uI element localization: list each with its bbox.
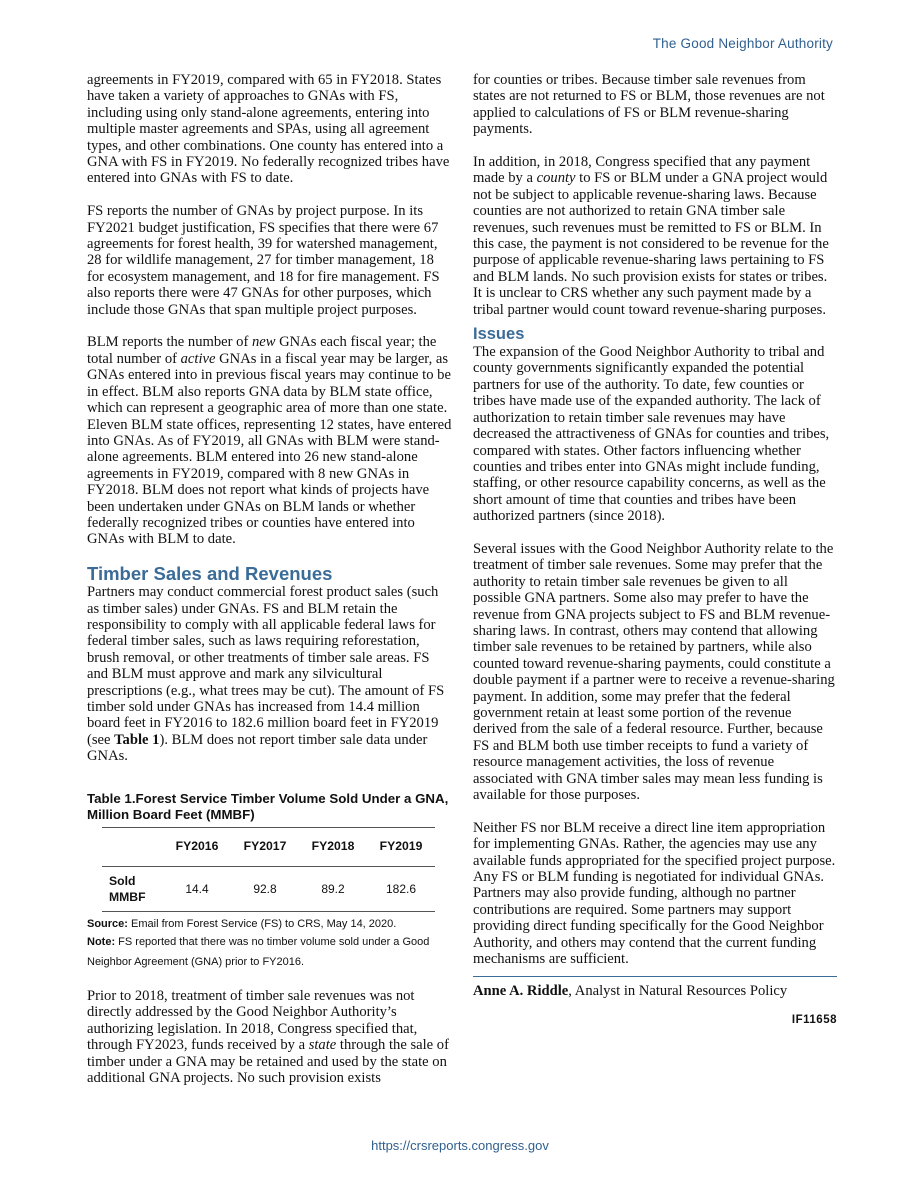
table-cell-fy2018: 89.2 [321, 881, 345, 896]
right-paragraph-4: Several issues with the Good Neighbor Authority relate to the treatment of timber sale revenues. Some may prefer that the authority to retain timber sale revenues be given to all possible GNA partners. Some also may prefer to have the revenue from GNA projects subject to FS and BLM revenue-sharing laws. In contrast, others may contend that allowing timber sale revenues to be retained by partners, while also counted toward revenue-sharing payments, could constitute a double payment if a partner were to receive a revenue-sharing payment. In addition, some may prefer that the federal government retain at least some portion of the revenue derived from the sale of a federal resource. Further, because FS and BLM both use timber receipts to fund a variety of resource management activities, the loss of revenue associated with GNA timber sales may mean less funding is available for those purposes. [473, 540, 835, 804]
author-line: Anne A. Riddle, Analyst in Natural Resources Policy [473, 983, 788, 1000]
author-name: Anne A. Riddle [473, 983, 569, 1000]
left-paragraph-3: BLM reports the number of new GNAs each fiscal year; the total number of active GNAs in a fiscal year may be larger, as GNAs entered into in previous fiscal years may continue to be in effect. BLM also reports GNA data by BLM state office, which can represent a geographic area of more than one state. Eleven BLM state offices, representing 12 states, have entered into GNAs. As of FY2019, all GNAs with BLM were stand-alone agreements. BLM entered into 26 new stand-alone agreements in FY2019, compared with 8 new GNAs in FY2018. BLM does not report what kinds of projects have been undertaken under GNAs on BLM lands or whether federally recognized tribes or counties have entered into GNAs with BLM to date. [87, 334, 452, 548]
table-caption: Table 1.Forest Service Timber Volume Sold Under a GNA, Million Board Feet (MMBF) [87, 790, 449, 822]
right-column [473, 72, 837, 1028]
right-paragraph-3: The expansion of the Good Neighbor Authority to tribal and county governments significantly expanded the potential partners for use of the authority. To date, few counties or tribes have made use of the expanded authority. The lack of authorization to retain timber sale revenues may have decreased the attractiveness of GNAs for counties and tribes, compared with states. Other factors influencing whether counties and tribes enter into GNAs might include funding, staffing, or other resource capability concerns, as well as the short amount of time that counties and tribes have been authorized partners (since 2018). [473, 344, 830, 525]
document-id: IF11658 [791, 1013, 837, 1026]
right-paragraph-1: for counties or tribes. Because timber sale revenues from states are not returned to FS or BLM, those revenues are not applied to calculations of FS or BLM revenue-sharing payments. [473, 72, 825, 138]
left-column [87, 72, 452, 1103]
running-header: The Good Neighbor Authority [652, 36, 833, 51]
table-note: Note: FS reported that there was no timber volume sold under a Good Neighbor Agreement (GNA) prior to FY2016. [87, 936, 430, 969]
footer-url-link[interactable]: https://crsreports.congress.gov [371, 1138, 549, 1153]
left-paragraph-4: Partners may conduct commercial forest product sales (such as timber sales) under GNAs. FS and BLM retain the responsibility to comply with all applicable federal laws for federal timber sales, such as laws requiring reforestation, brush removal, or other treatments of timber sale areas. FS and BLM must approve and mark any silvicultural prescriptions (e.g., what trees may be cut). The amount of FS timber sold under GNAs has increased from 14.4 million board feet in FY2016 to 182.6 million board feet in FY2019 (see Table 1). BLM does not report timber sale data under GNAs. [87, 584, 445, 765]
table-cell-fy2017: 92.8 [253, 881, 277, 896]
left-paragraph-2: FS reports the number of GNAs by project purpose. In its FY2021 budget justification, FS specifies that there were 67 agreements for forest health, 39 for watershed management, 28 for wildlife management, 27 for timber management, 18 for ecosystem management, and 18 for fire management. FS also reports there were 47 GNAs for other purposes, which include those GNAs that span multiple project purposes. [87, 203, 440, 318]
left-paragraph-1: agreements in FY2019, compared with 65 in FY2018. States have taken a variety of approaches to GNAs with FS, including using only stand-alone agreements, entering into multiple master agreements and SPAs, using all agreement types, and other combinations. One county has entered into a GNA with FS in FY2019. No federally recognized tribes have entered into GNAs with FS to date. [87, 72, 450, 187]
section-heading-issues: Issues [473, 325, 525, 344]
table-header-fy2019: FY2019 [379, 838, 423, 853]
right-paragraph-2: In addition, in 2018, Congress specified that any payment made by a county to FS or BLM under a GNA project would not be subject to applicable revenue-sharing laws. Because counties are not authorized to retain GNA timber sale revenues, such revenues must be remitted to FS or BLM. In this case, the payment is not considered to be revenue for the purpose of applicable revenue-sharing laws pertaining to FS and BLM lands. No such provision exists for states or tribes. It is unclear to CRS whether any such payment made by a tribal partner would count toward revenue-sharing purposes. [473, 154, 829, 318]
left-paragraph-5: Prior to 2018, treatment of timber sale revenues was not directly addressed by the Good Neighbor Authority’s authorizing legislation. In 2018, Congress specified that, through FY2023, funds received by a state through the sale of timber under a GNA may be retained and used by the state on additional GNA projects. No such provision exists [87, 988, 449, 1087]
table-header-blank [102, 827, 163, 866]
table-cell-fy2019: 182.6 [385, 881, 417, 896]
table-header-fy2017: FY2017 [243, 838, 287, 853]
timber-volume-table [102, 827, 435, 912]
table-row-label: Sold MMBF [109, 874, 146, 905]
table-header-fy2018: FY2018 [311, 838, 355, 853]
table-row [102, 867, 435, 912]
table-source: Source: Email from Forest Service (FS) to CRS, May 14, 2020. [87, 918, 397, 931]
table-cell-fy2016: 14.4 [185, 881, 209, 896]
table-header-fy2016: FY2016 [175, 838, 219, 853]
table-reference-link[interactable]: Table 1 [114, 731, 160, 748]
right-paragraph-5: Neither FS nor BLM receive a direct line item appropriation for implementing GNAs. Rather, the agencies may use any available funds appropriated for the specified project purpose. Any FS or BLM funding is negotiated for individual GNAs. Partners may also provide funding, although no partner contributions are required. Some partners may support providing direct funding specifically for the Good Neighbor Authority, and others may contend that the current funding mechanisms are sufficient. [473, 819, 836, 968]
section-heading-timber: Timber Sales and Revenues [87, 563, 333, 585]
author-divider [473, 976, 837, 977]
